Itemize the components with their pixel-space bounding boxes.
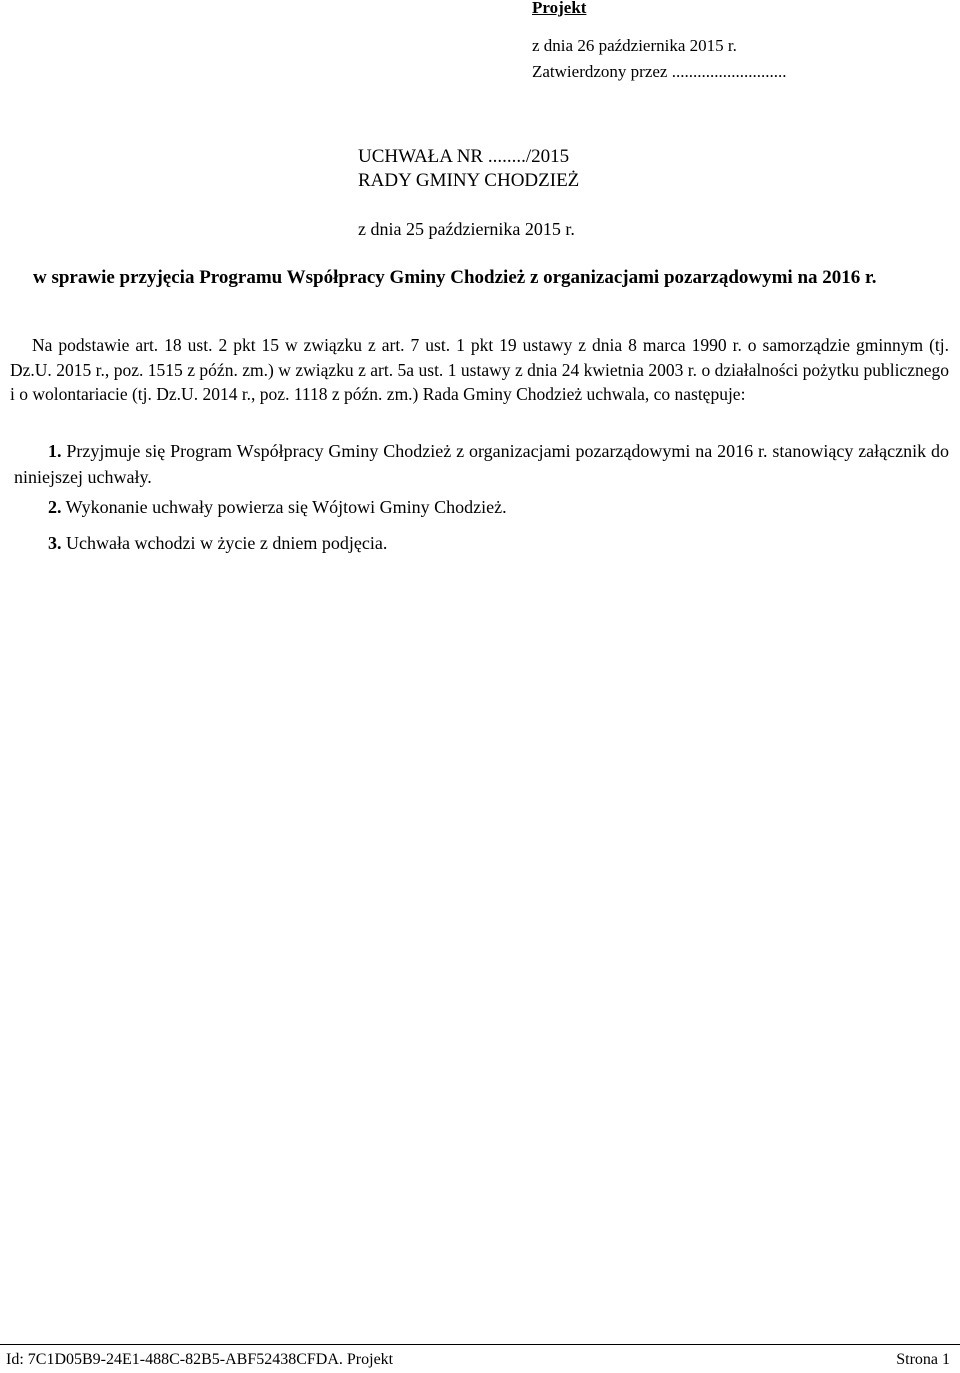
paragraph-1	[14, 438, 949, 490]
paragraph-text: Uchwała wchodzi w życie z dniem podjęcia.	[61, 533, 388, 553]
resolution-issuer: RADY GMINY CHODZIEŻ	[358, 170, 580, 191]
footer-divider	[0, 1344, 960, 1345]
approved-by: Zatwierdzony przez ...........................	[532, 62, 787, 81]
paragraph-2	[14, 494, 949, 520]
draft-date: z dnia 26 października 2015 r.	[532, 36, 737, 55]
paragraph-text: Wykonanie uchwały powierza się Wójtowi Gminy Chodzież.	[61, 497, 507, 517]
footer-page-number: Strona 1	[896, 1351, 950, 1368]
paragraph-text: Przyjmuje się Program Współpracy Gminy Chodzież z organizacjami pozarządowymi na 2016 r. stanowiący załącznik do niniejszej uchwały.	[14, 441, 949, 487]
paragraph-number: 1.	[48, 441, 62, 461]
resolution-subject: w sprawie przyjęcia Programu Współpracy Gminy Chodzież z organizacjami pozarządowymi na 2016 r.	[33, 267, 877, 288]
paragraph-3	[14, 530, 949, 556]
resolution-number: UCHWAŁA NR ......../2015	[358, 146, 570, 167]
resolution-date: z dnia 25 października 2015 r.	[358, 219, 575, 239]
paragraph-number: 3.	[48, 533, 62, 553]
draft-label: Projekt	[532, 0, 587, 17]
footer-document-id: Id: 7C1D05B9-24E1-488C-82B5-ABF52438CFDA. Projekt	[6, 1351, 394, 1368]
legal-basis-paragraph: Na podstawie art. 18 ust. 2 pkt 15 w związku z art. 7 ust. 1 pkt 19 ustawy z dnia 8 marca 1990 r. o samorządzie gminnym (tj. Dz.U. 2015 r., poz. 1515 z późn. zm.) w związku z art. 5a ust. 1 ustawy z dnia 24 kwietnia 2003 r. o działalności pożytku publicznego i o wolontariacie (tj. Dz.U. 2014 r., poz. 1118 z późn. zm.) Rada Gminy Chodzież uchwala, co następuje:	[10, 335, 949, 404]
paragraph-number: 2.	[48, 497, 62, 517]
